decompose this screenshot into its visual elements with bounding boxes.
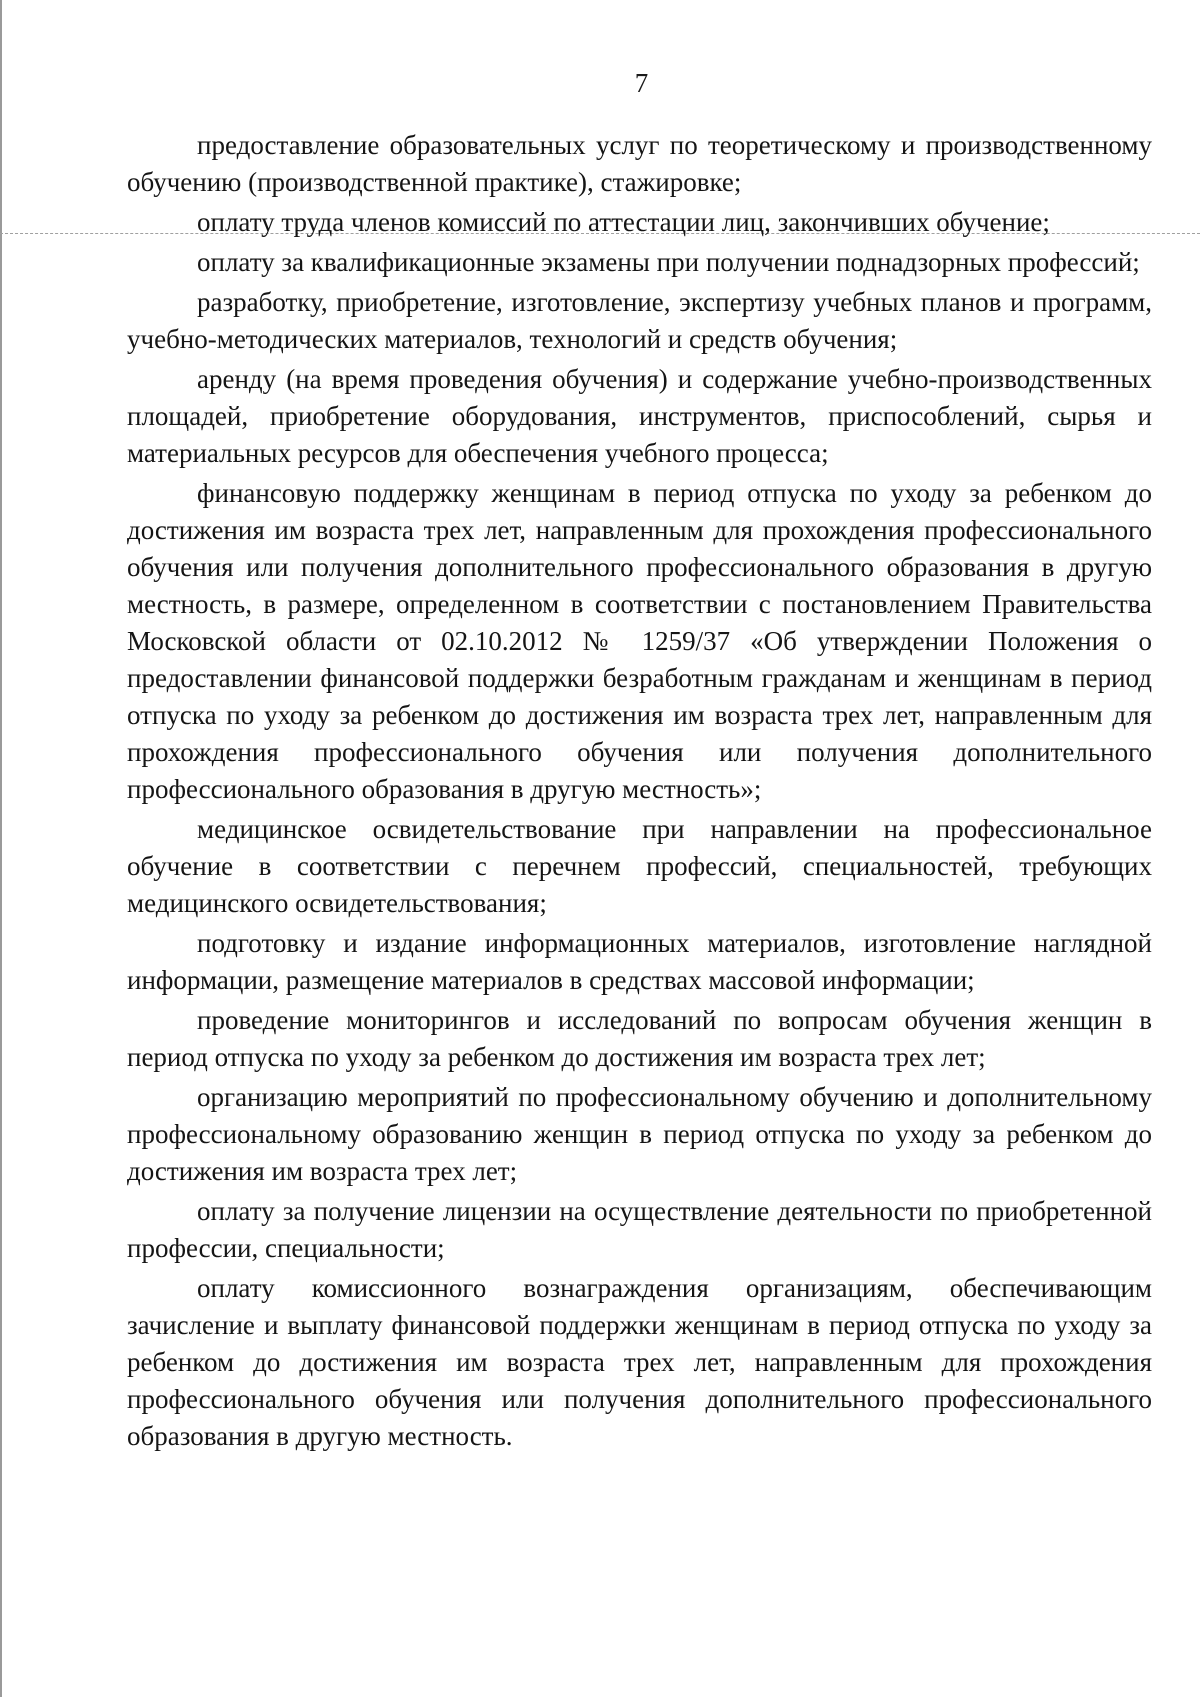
- paragraph-4: разработку, приобретение, изготовление, экспертизу учебных планов и программ, учебно-методических материалов, технологий и средств обучения;: [127, 287, 1152, 354]
- paragraph-9: проведение мониторингов и исследований по вопросам обучения женщин в период отпуска по уходу за ребенком до достижения им возраста трех лет;: [127, 1005, 1152, 1072]
- paragraph-3: оплату за квалификационные экзамены при получении поднадзорных профессий;: [197, 247, 1140, 277]
- paragraph-8: подготовку и издание информационных материалов, изготовление наглядной информации, размещение материалов в средствах массовой информации;: [127, 928, 1152, 995]
- page-number: 7: [634, 68, 649, 98]
- paragraph-11: оплату за получение лицензии на осуществление деятельности по приобретенной профессии, специальности;: [127, 1196, 1152, 1263]
- paragraph-12: оплату комиссионного вознаграждения организациям, обеспечивающим зачисление и выплату финансовой поддержки женщинам в период отпуска по уходу за ребенком до достижения им возраста трех лет, направленным для прохождения профессионального обучения или получения дополнительного профессионального образования в другую местность.: [127, 1273, 1152, 1451]
- paragraph-1: предоставление образовательных услуг по теоретическому и производственному обучению (производственной практике), стажировке;: [127, 130, 1152, 197]
- paragraph-2: оплату труда членов комиссий по аттестации лиц, закончивших обучение;: [197, 207, 1050, 237]
- document-body: [127, 127, 1152, 1455]
- paragraph-5: аренду (на время проведения обучения) и содержание учебно-производственных площадей, приобретение оборудования, инструментов, приспособлений, сырья и материальных ресурсов для обеспечения учебного процесса;: [127, 364, 1152, 468]
- paragraph-6: финансовую поддержку женщинам в период отпуска по уходу за ребенком до достижения им возраста трех лет, направленным для прохождения профессионального обучения или получения дополнительного профессионального образования в другую местность, в размере, определенном в соответствии с постановлением Правительства Московской области от 02.10.2012 № 1259/37 «Об утверждении Положения о предоставлении финансовой поддержки безработным гражданам и женщинам в период отпуска по уходу за ребенком до достижения им возраста трех лет, направленным для прохождения профессионального обучения или получения дополнительного профессионального образования в другую местность»;: [127, 478, 1152, 804]
- paragraph-10: организацию мероприятий по профессиональному обучению и дополнительному профессиональному образованию женщин в период отпуска по уходу за ребенком до достижения им возраста трех лет;: [127, 1082, 1152, 1186]
- scan-left-edge: [0, 0, 2, 1697]
- paragraph-7: медицинское освидетельствование при направлении на профессиональное обучение в соответствии с перечнем профессий, специальностей, требующих медицинского освидетельствования;: [127, 814, 1152, 918]
